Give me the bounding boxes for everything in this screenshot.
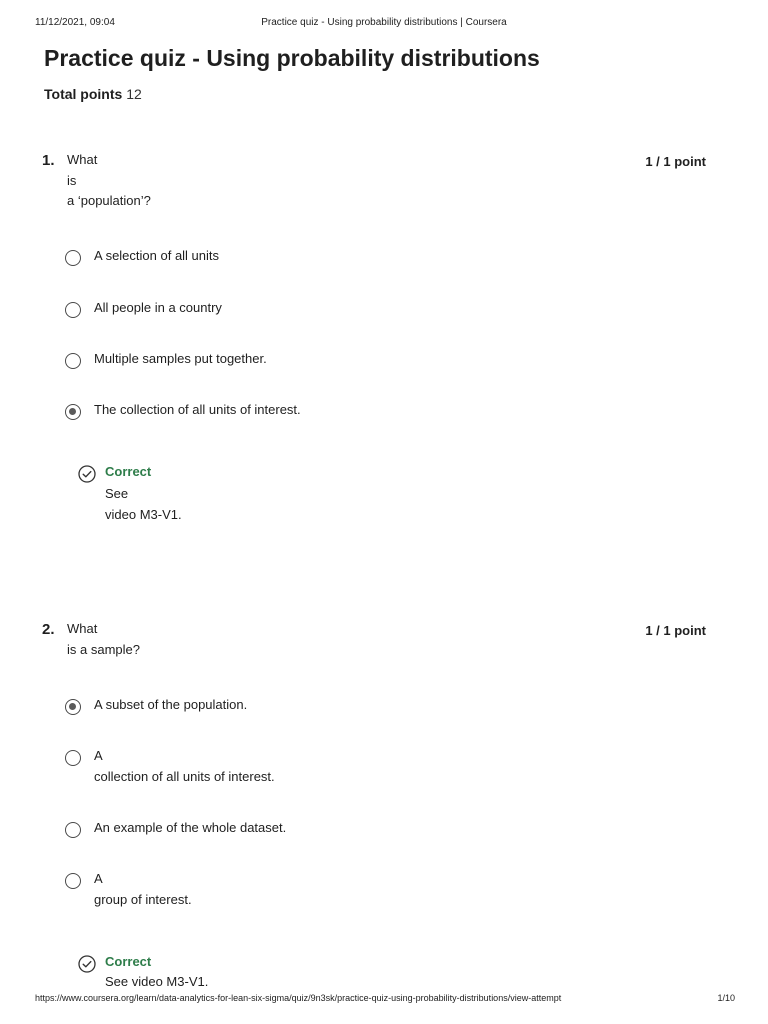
option-label: A subset of the population. <box>94 697 248 712</box>
radio-unselected-icon[interactable] <box>65 302 81 318</box>
option-label: A selection of all units <box>94 248 220 263</box>
question-text: What is a sample? <box>67 621 140 657</box>
print-header <box>0 17 768 33</box>
question-text: What is a ‘population’? <box>67 152 151 208</box>
check-circle-icon <box>78 465 96 483</box>
option-label: A group of interest. <box>94 871 192 907</box>
radio-selected-icon[interactable] <box>65 404 81 420</box>
radio-selected-icon[interactable] <box>65 699 81 715</box>
total-points-label: Total points <box>44 86 123 102</box>
page-title: Practice quiz - Using probability distributions <box>44 45 540 71</box>
option-label: The collection of all units of interest. <box>94 402 301 417</box>
check-circle-icon <box>78 955 96 973</box>
total-points-value: 12 <box>126 86 142 102</box>
question-number: 1. <box>42 152 55 169</box>
radio-unselected-icon[interactable] <box>65 873 81 889</box>
question-score: 1 / 1 point <box>645 623 706 638</box>
print-document-title: Practice quiz - Using probability distributions | Coursera <box>261 17 507 28</box>
option-label: A collection of all units of interest. <box>94 748 275 784</box>
radio-unselected-icon[interactable] <box>65 353 81 369</box>
radio-unselected-icon[interactable] <box>65 750 81 766</box>
print-url: https://www.coursera.org/learn/data-analytics-for-lean-six-sigma/quiz/9n3sk/practice-quiz-using-probability-distributions/view-attempt <box>35 993 562 1003</box>
feedback-status: Correct <box>105 954 152 969</box>
option-label: Multiple samples put together. <box>94 351 267 366</box>
page-number: 1/10 <box>717 993 735 1003</box>
radio-unselected-icon[interactable] <box>65 822 81 838</box>
feedback-text: See video M3-V1. <box>105 974 209 989</box>
radio-unselected-icon[interactable] <box>65 250 81 266</box>
question-number: 2. <box>42 621 55 638</box>
feedback-text: See video M3-V1. <box>105 486 182 522</box>
feedback-status: Correct <box>105 464 152 479</box>
option-label: All people in a country <box>94 300 222 315</box>
total-points <box>44 86 142 102</box>
print-datetime: 11/12/2021, 09:04 <box>35 17 115 28</box>
option-label: An example of the whole dataset. <box>94 820 287 835</box>
question-score: 1 / 1 point <box>645 154 706 169</box>
